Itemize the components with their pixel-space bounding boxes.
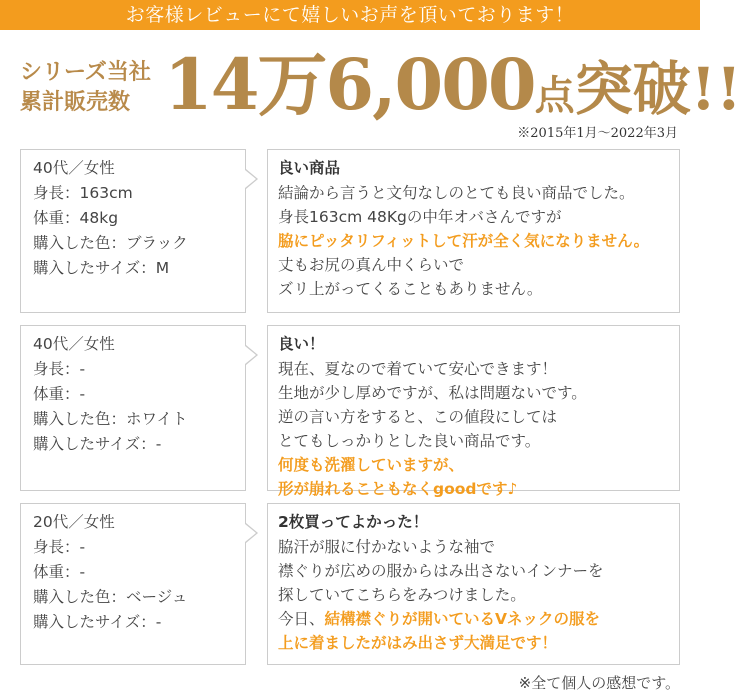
- speech-arrow: [246, 345, 258, 365]
- review-highlight-inline: 結構襟ぐりが開いているVネックの服を: [324, 610, 601, 628]
- review-mixed-line: [278, 607, 679, 631]
- profile-weight: 体重：48kg: [33, 209, 119, 227]
- hero-unit: 点: [534, 72, 575, 119]
- hero-period-note: ※2015年1月～2022年3月: [517, 126, 678, 141]
- review-title: 良い商品: [278, 159, 341, 177]
- review-text-line: 脇汗が服に付かないような袖で: [278, 538, 496, 556]
- speech-arrow: [246, 169, 258, 189]
- review-text-line: 探していてこちらをみつけました。: [278, 586, 526, 604]
- profile-age-gender: 40代／女性: [33, 159, 115, 177]
- hero-caption-line1: シリーズ当社: [20, 60, 151, 85]
- speech-arrow: [246, 523, 258, 543]
- profile-color: 購入した色：ブラック: [33, 234, 188, 252]
- review-card: [20, 503, 680, 665]
- reviewer-profile: [20, 149, 246, 313]
- hero-caption: [20, 58, 158, 118]
- review-card: [20, 325, 680, 498]
- review-highlight-line: 形が崩れることもなくgoodです♪: [278, 480, 518, 498]
- review-title: 良い！: [278, 335, 325, 353]
- profile-color: 購入した色：ホワイト: [33, 410, 188, 428]
- review-title: 2枚買ってよかった！: [278, 513, 429, 531]
- profile-age-gender: 40代／女性: [33, 335, 115, 353]
- profile-height: 身長：163cm: [33, 184, 133, 202]
- review-card: [20, 149, 680, 313]
- hero-toppa: 突破!!: [574, 55, 742, 123]
- profile-weight: 体重：-: [33, 385, 86, 403]
- review-comment: [267, 503, 680, 665]
- disclaimer-note: ※全て個人の感想です。: [518, 674, 680, 692]
- review-text-prefix: 今日、: [278, 610, 325, 628]
- review-highlight-line: 上に着ましたがはみ出さず大満足です！: [278, 634, 558, 652]
- review-text-line: 現在、夏なので着ていて安心できます！: [278, 360, 558, 378]
- profile-height: 身長：-: [33, 360, 86, 378]
- review-text-line: 身長163cm 48Kgの中年オバさんですが: [278, 208, 562, 226]
- profile-weight: 体重：-: [33, 563, 86, 581]
- reviewer-profile: [20, 325, 246, 491]
- review-text-line: とてもしっかりとした良い商品です。: [278, 432, 541, 450]
- review-text-line: 生地が少し厚めですが、私は問題ないです。: [278, 384, 587, 402]
- hero-number: 14万6,000: [164, 43, 535, 126]
- profile-size: 購入したサイズ：M: [33, 259, 170, 277]
- review-text-line: ズリ上がってくることもありません。: [278, 280, 543, 298]
- hero-sales-count: [164, 42, 742, 126]
- profile-size: 購入したサイズ：-: [33, 435, 162, 453]
- review-comment: [267, 325, 680, 498]
- review-text-line: 丈もお尻の真ん中くらいで: [278, 256, 465, 274]
- review-highlight-line: 脇にピッタリフィットして汗が全く気になりません。: [278, 232, 650, 250]
- reviewer-profile: [20, 503, 246, 665]
- sales-hero: [0, 30, 742, 145]
- review-comment: [267, 149, 680, 313]
- review-text-line: 結論から言うと文句なしのとても良い商品でした。: [278, 184, 635, 202]
- profile-size: 購入したサイズ：-: [33, 613, 162, 631]
- review-text-line: 襟ぐりが広めの服からはみ出さないインナーを: [278, 562, 604, 580]
- profile-color: 購入した色：ベージュ: [33, 588, 188, 606]
- profile-height: 身長：-: [33, 538, 86, 556]
- profile-age-gender: 20代／女性: [33, 513, 115, 531]
- hero-caption-line2: 累計販売数: [20, 90, 131, 115]
- top-banner: お客様レビューにて嬉しいお声を頂いております！: [0, 0, 700, 30]
- review-text-line: 逆の言い方をすると、この値段にしては: [278, 408, 558, 426]
- review-highlight-line: 何度も洗濯していますが、: [278, 456, 465, 474]
